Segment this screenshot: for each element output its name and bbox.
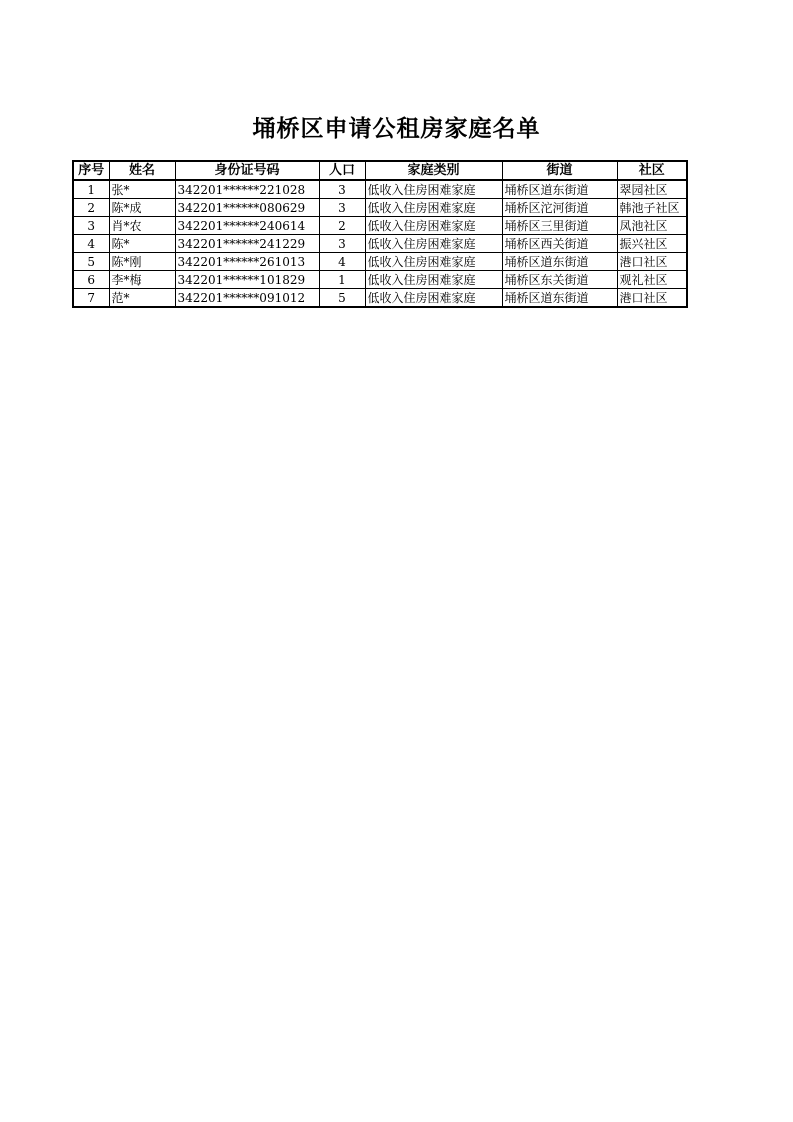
cell-serial: 5 — [73, 253, 109, 271]
applicant-table — [72, 160, 688, 308]
cell-community: 港口社区 — [617, 289, 687, 308]
header-id-number: 身份证号码 — [175, 161, 319, 180]
cell-household-size: 4 — [319, 253, 365, 271]
cell-id-number: 342201******080629 — [175, 199, 319, 217]
table-header-row — [73, 161, 687, 180]
table-row — [73, 235, 687, 253]
cell-family-category: 低收入住房困难家庭 — [365, 180, 502, 199]
cell-family-category: 低收入住房困难家庭 — [365, 289, 502, 308]
cell-household-size: 3 — [319, 180, 365, 199]
cell-subdistrict: 埇桥区道东街道 — [502, 253, 617, 271]
cell-id-number: 342201******221028 — [175, 180, 319, 199]
header-family-category: 家庭类别 — [365, 161, 502, 180]
cell-household-size: 2 — [319, 217, 365, 235]
cell-community: 振兴社区 — [617, 235, 687, 253]
cell-name: 李*梅 — [109, 271, 175, 289]
cell-id-number: 342201******091012 — [175, 289, 319, 308]
cell-community: 港口社区 — [617, 253, 687, 271]
cell-family-category: 低收入住房困难家庭 — [365, 271, 502, 289]
cell-serial: 1 — [73, 180, 109, 199]
cell-household-size: 3 — [319, 235, 365, 253]
cell-family-category: 低收入住房困难家庭 — [365, 217, 502, 235]
header-subdistrict: 街道 — [502, 161, 617, 180]
cell-name: 肖*农 — [109, 217, 175, 235]
cell-subdistrict: 埇桥区道东街道 — [502, 180, 617, 199]
cell-serial: 2 — [73, 199, 109, 217]
cell-id-number: 342201******101829 — [175, 271, 319, 289]
cell-community: 韩池子社区 — [617, 199, 687, 217]
cell-household-size: 5 — [319, 289, 365, 308]
cell-subdistrict: 埇桥区三里街道 — [502, 217, 617, 235]
cell-family-category: 低收入住房困难家庭 — [365, 253, 502, 271]
cell-name: 范* — [109, 289, 175, 308]
cell-community: 翠园社区 — [617, 180, 687, 199]
cell-subdistrict: 埇桥区西关街道 — [502, 235, 617, 253]
table-row — [73, 217, 687, 235]
cell-name: 陈*刚 — [109, 253, 175, 271]
cell-id-number: 342201******241229 — [175, 235, 319, 253]
cell-household-size: 1 — [319, 271, 365, 289]
page-title: 埇桥区申请公租房家庭名单 — [252, 116, 541, 142]
table-row — [73, 253, 687, 271]
cell-id-number: 342201******261013 — [175, 253, 319, 271]
cell-serial: 4 — [73, 235, 109, 253]
cell-subdistrict: 埇桥区沱河街道 — [502, 199, 617, 217]
header-community: 社区 — [617, 161, 687, 180]
table-row — [73, 271, 687, 289]
cell-name: 陈* — [109, 235, 175, 253]
cell-family-category: 低收入住房困难家庭 — [365, 235, 502, 253]
table-row — [73, 180, 687, 199]
header-household-size: 人口 — [319, 161, 365, 180]
cell-subdistrict: 埇桥区道东街道 — [502, 289, 617, 308]
cell-community: 凤池社区 — [617, 217, 687, 235]
table-row — [73, 199, 687, 217]
header-serial: 序号 — [73, 161, 109, 180]
cell-household-size: 3 — [319, 199, 365, 217]
cell-name: 陈*成 — [109, 199, 175, 217]
cell-subdistrict: 埇桥区东关街道 — [502, 271, 617, 289]
cell-serial: 3 — [73, 217, 109, 235]
cell-serial: 7 — [73, 289, 109, 308]
cell-family-category: 低收入住房困难家庭 — [365, 199, 502, 217]
cell-community: 观礼社区 — [617, 271, 687, 289]
cell-id-number: 342201******240614 — [175, 217, 319, 235]
header-name: 姓名 — [109, 161, 175, 180]
cell-name: 张* — [109, 180, 175, 199]
cell-serial: 6 — [73, 271, 109, 289]
table-row — [73, 289, 687, 308]
